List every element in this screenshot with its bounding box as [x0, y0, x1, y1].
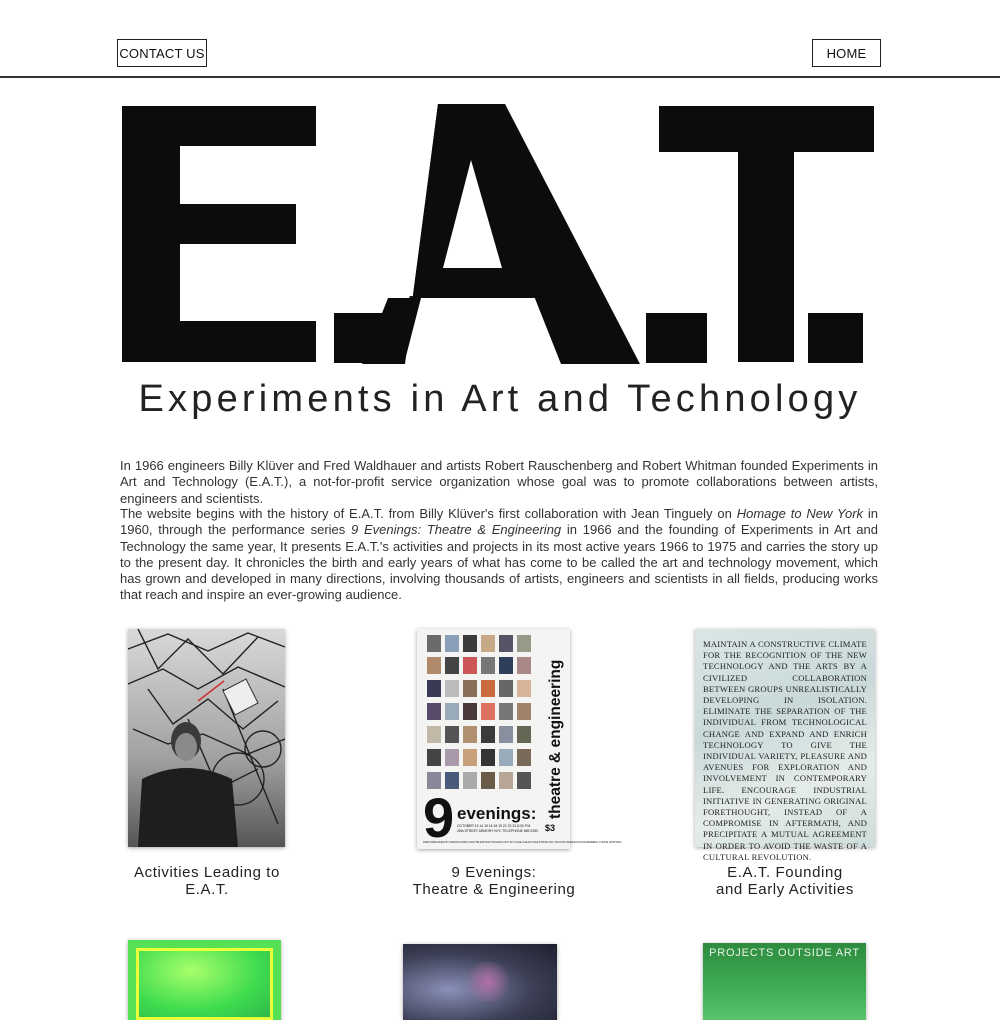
intro-paragraph-2: The website begins with the history of E.A.T. from Billy Klüver's first collaboration with Jean Tinguely on Homage to New York in 1960, through the performance series 9 Evenings: Theatre & Engineering in 1966 and the founding of Experiments in Art and Technology the same year, It presents E.A.T.'s activities and projects in its most active years 1966 to 1975 and carries the story up to the present day. It chronicles the birth and early years of what has come to be called the art and technology movement, which has grown and developed in many directions, involving thousands of artists, engineers and scientists in all fields, producing works that reach and inspire an ever-growing audience. — [120, 506, 878, 603]
poster-price: $3 — [545, 823, 556, 833]
tinguely-photo — [128, 629, 285, 847]
card-title-founding[interactable]: E.A.T. Founding and Early Activities — [716, 864, 854, 898]
card-image-9-evenings[interactable] — [417, 629, 622, 849]
projects-outside-art-banner: PROJECTS OUTSIDE ART — [709, 947, 860, 959]
manifesto-text: MAINTAIN A CONSTRUCTIVE CLIMATE FOR THE RECOGNITION OF THE NEW TECHNOLOGY AND THE ARTS BY A CIVILIZED COLLABORATION BETWEEN GROUPS UNREALISTICALLY DEVELOPING IN ISOLATION. ELIMINATE THE SEPARATION OF THE INDIVIDUAL FROM TECHNOLOGICAL CHANGE AND EXPAND AND ENRICH TECHNOLOGY TO GIVE THE INDIVIDUAL VARIETY, PLEASURE AND AVENUES FOR EXPLORATION AND INVOLVEMENT IN CONTEMPORARY LIFE. ENCOURAGE INDUSTRIAL INITIATIVE IN GENERATING ORIGINAL FORETHOUGHT, INSTEAD OF A COMPROMISE IN AFTERMATH, AND PRECIPITATE A MUTUAL AGREEMENT IN ORDER TO AVOID THE WASTE OF A CULTURAL REVOLUTION. — [703, 639, 867, 862]
eat-logo[interactable] — [118, 100, 880, 370]
poster-dates: OCTOBER 13 14 15 16 18 19 21 22 23 8:30 P.M. — [457, 824, 532, 828]
card-image-row2-1[interactable] — [128, 940, 281, 1020]
card-image-row2-2[interactable] — [403, 944, 557, 1020]
poster-word: evenings: — [457, 804, 537, 823]
intro-paragraph-1: In 1966 engineers Billy Klüver and Fred Waldhauer and artists Robert Rauschenberg and Robert Whitman founded Experiments in Art and Technology (E.A.T.), a not-for-profit service organization whose goal was to promote collaborations between artists, engineers and scientists. — [120, 458, 878, 506]
homage-title: Homage to New York — [736, 506, 864, 521]
poster-credits: PERFORMANCES BY DANCE MUSIC FILM TELEVISION TECHNOLOGY BY CAGE CHILDS FAHLSTROM HAY PAXTON RAINER RAUSCHENBERG TUDOR WHITMAN — [423, 841, 622, 844]
green-artwork — [136, 948, 273, 1020]
card-image-row2-3[interactable] — [703, 943, 866, 1020]
tagline: Experiments in Art and Technology — [138, 378, 862, 420]
poster-venue: 25th STREET ARMORY NYC TELEPHONE 889 2250 — [457, 829, 538, 833]
logo-dot-3 — [808, 313, 863, 363]
contact-us-button[interactable]: CONTACT US — [117, 39, 207, 67]
blurred-performance-photo — [463, 962, 513, 1002]
nine-evenings-poster — [417, 629, 622, 849]
home-button[interactable]: HOME — [812, 39, 881, 67]
nine-evenings-title: 9 Evenings: Theatre & Engineering — [351, 522, 562, 538]
card-image-activities[interactable] — [128, 629, 285, 847]
logo-letter-e — [122, 106, 316, 362]
poster-side-text: theatre & engineering — [547, 659, 564, 819]
card-image-founding[interactable] — [695, 629, 875, 862]
logo-dot-2 — [646, 313, 707, 363]
card-title-activities[interactable]: Activities Leading to E.A.T. — [133, 864, 280, 898]
poster-big-number: 9 — [423, 786, 455, 849]
card-title-9-evenings[interactable]: 9 Evenings: Theatre & Engineering — [412, 864, 576, 898]
